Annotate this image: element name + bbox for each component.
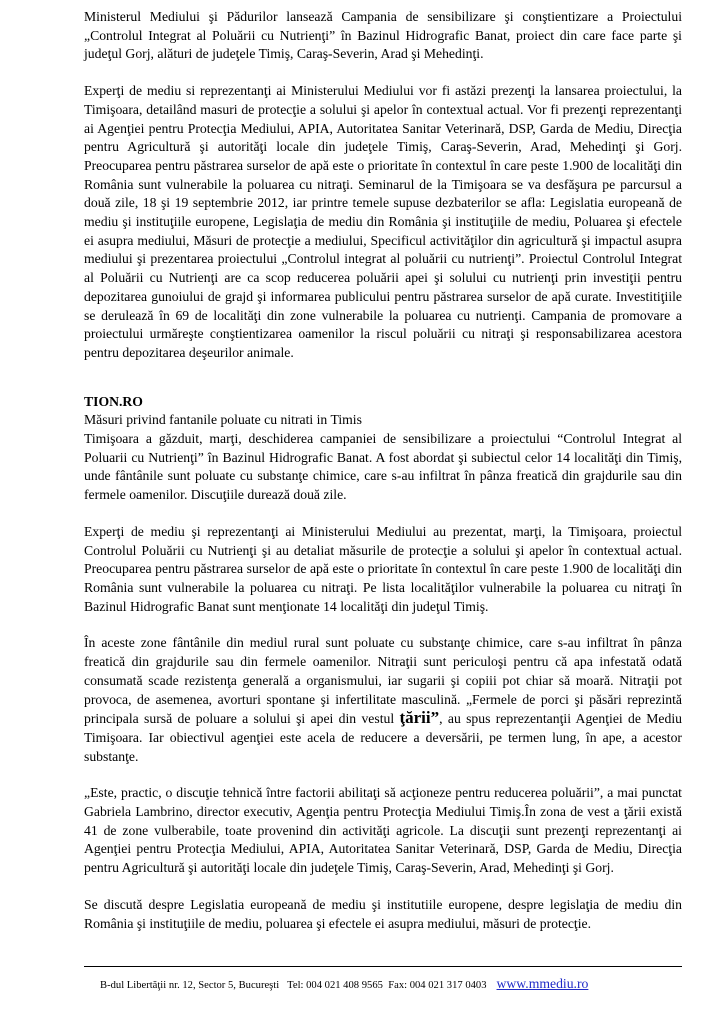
- footer-phone: Tel: 004 021 408 9565: [287, 980, 383, 991]
- article-paragraph-3: [84, 634, 682, 766]
- article-paragraph-5: Se discută despre Legislatia europeană de mediu şi institutiile europene, despre legislaţia de mediu din România şi instituţiile de mediu, poluarea şi efectele ei asupra mediului, măsuri de protecţie.: [84, 896, 682, 931]
- intro-paragraph-1: Ministerul Mediului şi Pădurilor lansează Campania de sensibilizare şi conştientizare a Proiectului „Controlul Integrat al Poluării cu Nutrienţi” în Bazinul Hidrografic Banat, proiect din care face parte şi judeţul Gorj, alături de judeţele Timiş, Caraş-Severin, Arad şi Mehedinţi.: [84, 9, 682, 62]
- footer-fax: Fax: 004 021 317 0403: [388, 980, 487, 991]
- intro-paragraph-2: Experţi de mediu si reprezentanţi ai Ministerului Mediului vor fi astăzi prezenţi la lansarea proiectului, la Timişoara, detailând masuri de protecţie a solului şi apelor în contextual actual. Vor fi prezenţi reprezentanţi ai Agenţiei pentru Protecţia Mediului, APIA, Autoritatea Sanitar Veterinară, DSP, Garda de Mediu, Direcţia pentru Agricultură şi autorităţi locale din judeţele Timiş, Caraş-Severin, Arad, Mehedinţi şi Gorj. Preocuparea pentru păstrarea surselor de apă este o prioritate în contextul în care peste 1.900 de localităţi din România sunt vulnerabile la poluarea cu nitraţi. Seminarul de la Timişoara se va desfăşura pe parcursul a două zile, 18 şi 19 septembrie 2012, iar printre temele supuse dezbaterilor se afla: Legislatia europeană de mediu şi instituţiile europene, Legislaţia de mediu din România şi instituţiile de mediu, Poluarea şi efectele ei asupra mediului, Măsuri de protecţie a mediului, Specificul activităţilor din agricultură şi impactul asupra mediului şi prezentarea proiectului „Controlul integrat al poluării cu nutrienţi”. Proiectul Controlul Integrat al Poluării cu Nutrienţi are ca scop reducerea poluării apei şi solului cu nutrienţi prin investiţii pentru depozitarea gunoiului de grajd şi informarea publicului pentru păstrarea surselor de apă curate. Investitiţiile se derulează în 69 de localităţi din zone vulnerabile la poluarea cu nutrienţi. Campania de promovare a proiectului urmăreşte conştientizarea oamenilor la riscul poluării cu nitraţi şi responsabilizarea acestora pentru depozitarea deşeurilor animale.: [84, 83, 682, 360]
- footer: [100, 977, 690, 993]
- article-paragraph-3-end: , au spus reprezentanţii Agenţiei de Mediu Timişoara. Iar obiectivul agenţiei este acela de reducere a deversării, pe termen lung, în ape, a acestor substanţe.: [84, 711, 682, 764]
- footer-address: B-dul Libertăţii nr. 12, Sector 5, Bucureşti: [100, 980, 280, 991]
- article-source: TION.RO: [84, 393, 143, 409]
- article-lead: Timişoara a găzduit, marţi, deschiderea campaniei de sensibilizare a proiectului “Controlul Integrat al Poluarii cu Nutrienţi” în Bazinul Hidrografic Banat. A fost abordat şi subiectul celor 14 localităţi din Timiş, unde fântânile sunt poluate cu substanţe chimice, care s-au infiltrat în pânza freatică din grajdurile sau din fermele oamenilor. Discuţiile durează două zile.: [84, 431, 682, 503]
- article-headline: Măsuri privind fantanile poluate cu nitrati in Timis: [84, 412, 362, 428]
- article-paragraph-3-emphasis: ţării”: [399, 708, 440, 728]
- article-paragraph-3-start: În aceste zone fântânile din mediul rural sunt poluate cu substanţe chimice, care s-au infiltrat în pânza freatică din grajdurile sau din fermele oamenilor. Nitraţii sunt periculoşi pentru că apa infestată odată consumată scade rezistenţa generală a organismului, iar sugarii şi copiii pot chiar să moară. Nitraţii pot provoca, de asemenea, avorturi spontane şi infertilitate masculină. „Fermele de porci şi păsări reprezintă principala sursă de poluare a solului şi apei din vestul: [84, 635, 682, 727]
- article-paragraph-2: Experţi de mediu şi reprezentanţi ai Ministerului Mediului au prezentat, marţi, la Timişoara, proiectul Controlul Poluării cu Nutrienţi şi au detaliat măsurile de protecţie a solului şi apelor în contextual actual. Preocuparea pentru păstrarea surselor de apă este o prioritate în contextul în care peste 1.900 de localităţi din România sunt vulnerabile la poluarea cu nitraţi. Pe lista localităţilor vulnerabile la poluarea cu nitraţi în Bazinul Hidrografic Banat sunt menţionate 14 localităţi din judeţul Timiş.: [84, 523, 682, 614]
- footer-divider: [84, 966, 682, 967]
- article-paragraph-4: „Este, practic, o discuţie tehnică între factorii abilitaţi să acţioneze pentru reducerea poluării”, a mai punctat Gabriela Lambrino, director executiv, Agenţia pentru Protecţia Mediului Timiş.În zona de vest a ţării există 41 de zone vulberabile, toate provenind din activităţi agricole. La discuţii sunt prezenţi reprezentanţi ai Agenţiei pentru Protecţia Mediului, APIA, Autoritatea Sanitar Veterinară, DSP, Garda de Mediu, Direcţia pentru Agricultură şi autorităţi locale din judeţele Timiş, Caraş-Severin, Arad, Mehedinţi şi Gorj.: [84, 785, 682, 876]
- section-spacer: [84, 381, 682, 393]
- footer-website-link[interactable]: www.mmediu.ro: [496, 976, 589, 991]
- document-body: [84, 8, 682, 951]
